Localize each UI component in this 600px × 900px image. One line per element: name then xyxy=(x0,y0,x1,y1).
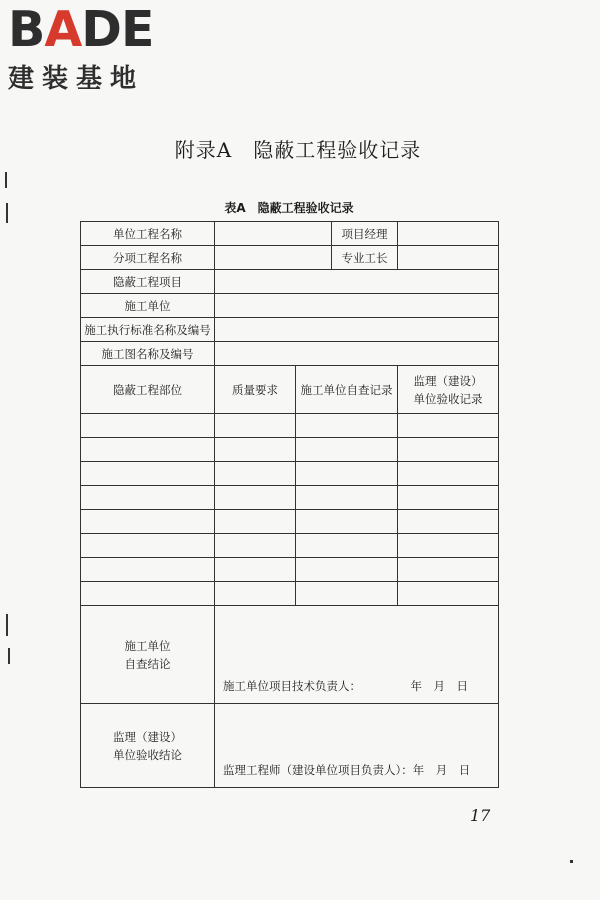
drawing-name-field[interactable] xyxy=(215,342,499,366)
location-cell[interactable] xyxy=(81,534,215,558)
self-check-cell[interactable] xyxy=(296,510,398,534)
execution-standard-label: 施工执行标准名称及编号 xyxy=(81,318,215,342)
supervision-cell[interactable] xyxy=(398,582,499,606)
supervision-cell[interactable] xyxy=(398,486,499,510)
self-check-cell[interactable] xyxy=(296,582,398,606)
table-row xyxy=(81,318,499,342)
self-check-cell[interactable] xyxy=(296,486,398,510)
quality-cell[interactable] xyxy=(215,534,296,558)
table-row xyxy=(81,342,499,366)
supervision-cell[interactable] xyxy=(398,510,499,534)
self-check-cell[interactable] xyxy=(296,534,398,558)
column-header-location: 隐蔽工程部位 xyxy=(81,366,215,414)
execution-standard-field[interactable] xyxy=(215,318,499,342)
self-check-signature-label: 施工单位项目技术负责人： xyxy=(223,679,361,693)
logo-letter-de: DE xyxy=(81,1,154,58)
column-header-supervision xyxy=(398,366,499,414)
column-header-supervision-line1: 监理（建设） xyxy=(413,373,483,388)
quality-cell[interactable] xyxy=(215,558,296,582)
column-header-row xyxy=(81,366,499,414)
logo-subtitle: 建装基地 xyxy=(8,64,145,94)
table-row xyxy=(81,246,499,270)
quality-cell[interactable] xyxy=(215,462,296,486)
concealed-work-item-field[interactable] xyxy=(215,270,499,294)
self-check-date-label: 年 月 日 xyxy=(410,679,468,693)
page-number: 17 xyxy=(470,806,491,825)
supervision-conclusion-row xyxy=(81,704,499,788)
scan-mark xyxy=(570,860,573,863)
supervision-signature-label: 监理工程师（建设单位项目负责人）： xyxy=(223,763,413,777)
supervision-conclusion-label xyxy=(81,704,215,788)
drawing-name-label: 施工图名称及编号 xyxy=(81,342,215,366)
watermark-logo xyxy=(8,1,154,95)
scan-mark xyxy=(8,648,10,664)
location-cell[interactable] xyxy=(81,414,215,438)
project-manager-field[interactable] xyxy=(398,222,499,246)
supervision-conclusion-label-line1: 监理（建设） xyxy=(113,729,182,744)
self-check-cell[interactable] xyxy=(296,438,398,462)
location-cell[interactable] xyxy=(81,558,215,582)
table-row xyxy=(81,582,499,606)
table-row xyxy=(81,534,499,558)
table-row xyxy=(81,486,499,510)
construction-unit-label: 施工单位 xyxy=(81,294,215,318)
quality-cell[interactable] xyxy=(215,438,296,462)
logo-wordmark xyxy=(8,1,154,58)
self-check-conclusion-row xyxy=(81,606,499,704)
scan-mark xyxy=(6,614,8,636)
quality-cell[interactable] xyxy=(215,582,296,606)
scan-mark xyxy=(5,172,7,188)
table-row xyxy=(81,510,499,534)
unit-project-name-field[interactable] xyxy=(215,222,332,246)
table-row xyxy=(81,270,499,294)
table-row xyxy=(81,462,499,486)
inspection-form-table xyxy=(80,221,499,788)
professional-foreman-field[interactable] xyxy=(398,246,499,270)
supervision-conclusion-field[interactable] xyxy=(215,704,499,788)
supervision-date-label: 年 月 日 xyxy=(412,763,471,777)
supervision-conclusion-label-line2: 单位验收结论 xyxy=(113,747,182,762)
table-row xyxy=(81,294,499,318)
sub-project-name-label: 分项工程名称 xyxy=(81,246,215,270)
self-check-signature-line xyxy=(223,677,468,695)
concealed-work-item-label: 隐蔽工程项目 xyxy=(81,270,215,294)
sub-project-name-field[interactable] xyxy=(215,246,332,270)
self-check-conclusion-label xyxy=(81,606,215,704)
unit-project-name-label: 单位工程名称 xyxy=(81,222,215,246)
supervision-cell[interactable] xyxy=(398,462,499,486)
supervision-cell[interactable] xyxy=(398,438,499,462)
supervision-cell[interactable] xyxy=(398,558,499,582)
location-cell[interactable] xyxy=(81,438,215,462)
self-check-conclusion-field[interactable] xyxy=(215,606,499,704)
scan-mark xyxy=(6,203,8,223)
location-cell[interactable] xyxy=(81,486,215,510)
table-caption: 表A 隐蔽工程验收记录 xyxy=(224,201,354,215)
location-cell[interactable] xyxy=(81,462,215,486)
project-manager-label: 项目经理 xyxy=(332,222,398,246)
self-check-conclusion-label-line1: 施工单位 xyxy=(124,638,171,653)
self-check-conclusion-label-line2: 自查结论 xyxy=(124,656,171,671)
quality-cell[interactable] xyxy=(215,486,296,510)
location-cell[interactable] xyxy=(81,510,215,534)
quality-cell[interactable] xyxy=(215,414,296,438)
logo-letter-a: A xyxy=(44,1,82,58)
logo-letter-b: B xyxy=(8,1,45,58)
supervision-cell[interactable] xyxy=(398,414,499,438)
column-header-supervision-line2: 单位验收记录 xyxy=(413,391,483,406)
self-check-cell[interactable] xyxy=(296,462,398,486)
table-row xyxy=(81,438,499,462)
professional-foreman-label: 专业工长 xyxy=(332,246,398,270)
column-header-quality: 质量要求 xyxy=(215,366,296,414)
self-check-cell[interactable] xyxy=(296,558,398,582)
column-header-self-check: 施工单位自查记录 xyxy=(296,366,398,414)
table-row xyxy=(81,222,499,246)
supervision-cell[interactable] xyxy=(398,534,499,558)
self-check-cell[interactable] xyxy=(296,414,398,438)
table-row xyxy=(81,558,499,582)
quality-cell[interactable] xyxy=(215,510,296,534)
appendix-title: 附录A 隐蔽工程验收记录 xyxy=(174,138,422,162)
supervision-signature-line xyxy=(223,761,471,779)
table-row xyxy=(81,414,499,438)
location-cell[interactable] xyxy=(81,582,215,606)
construction-unit-field[interactable] xyxy=(215,294,499,318)
